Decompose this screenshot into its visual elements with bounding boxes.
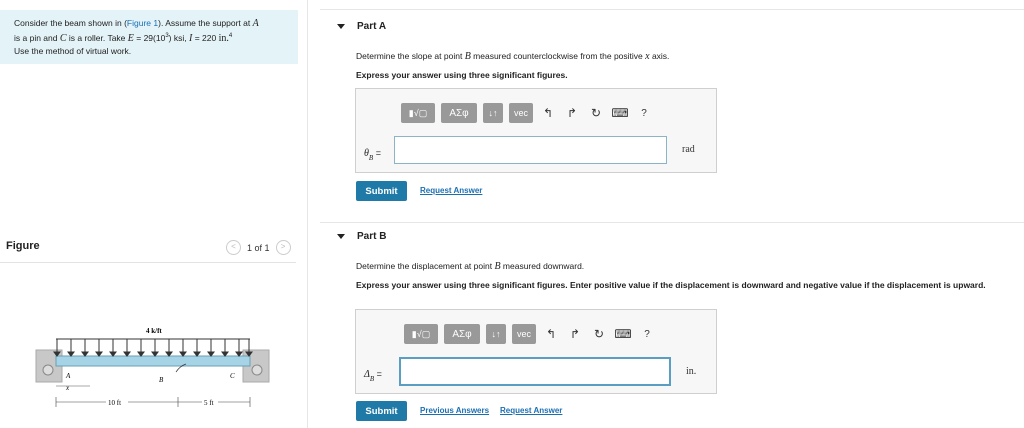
keyboard-icon[interactable]: ⌨ [614,327,632,341]
part-b-answer-input[interactable] [399,357,671,386]
roller-support-icon [252,365,262,375]
figure-pager [226,240,291,255]
part-b-variable: $\Delta_B$ = [364,369,382,384]
help-icon[interactable]: ? [644,328,650,340]
part-b-request-answer-link[interactable]: Request Answer [500,406,563,415]
point-c-label: C [230,372,235,380]
part-a-unit: rad [682,144,695,155]
beam-figure [30,320,275,415]
part-b-instruction: Express your answer using three significant figures. Enter positive value if the displacement is downward and negative value if the displacement is upward. [356,280,986,290]
next-figure-button[interactable]: > [276,240,291,255]
part-b-title: Part B [357,231,387,242]
undo-icon[interactable]: ↰ [542,106,554,120]
redo-icon[interactable]: ↱ [569,327,581,341]
load-arrows [54,339,252,356]
part-a-math-toolbar [401,103,653,123]
part-a-answer-input[interactable] [394,136,667,164]
load-label: 4 k/ft [146,327,162,335]
figure-divider [0,262,296,263]
collapse-caret-icon[interactable] [337,234,345,239]
part-a-answer-box [355,88,717,173]
point-b-label: B [159,376,164,384]
point-a-label: A [66,372,71,380]
part-a-instruction: Express your answer using three significant figures. [356,70,568,80]
redo-icon[interactable]: ↱ [566,106,578,120]
part-b-previous-answers-link[interactable]: Previous Answers [420,406,490,415]
problem-line-1: Consider the beam shown in (Figure 1). Assume the support at A [14,18,259,29]
part-b-header[interactable] [337,231,386,242]
arrows-button[interactable]: ↓↑ [486,324,506,344]
keyboard-icon[interactable]: ⌨ [611,106,629,120]
greek-symbols-button[interactable]: ΑΣφ [441,103,477,123]
arrows-button[interactable]: ↓↑ [483,103,503,123]
problem-line-2: is a pin and C is a roller. Take $E = 29(10^3)$ ksi, I = 220 in.$^4$ [14,32,233,44]
problem-line-3: Use the method of virtual work. [14,45,132,56]
part-a-top-divider [320,9,1024,10]
part-a-question: Determine the slope at point B measured counterclockwise from the positive x axis. [356,51,670,62]
collapse-caret-icon[interactable] [337,24,345,29]
part-b-math-toolbar [404,324,656,344]
problem-statement [0,10,298,64]
undo-icon[interactable]: ↰ [545,327,557,341]
dimension-5ft: 5 ft [204,399,214,407]
x-coord-label: x [66,384,70,392]
greek-symbols-button[interactable]: ΑΣφ [444,324,480,344]
reset-icon[interactable]: ↻ [590,106,602,120]
part-b-top-divider [320,222,1024,223]
figure-label: Figure [6,240,40,252]
part-b-unit: in. [686,366,697,377]
panel-divider [307,0,308,428]
help-icon[interactable]: ? [641,107,647,119]
prev-figure-button[interactable]: < [226,240,241,255]
part-a-submit-button[interactable]: Submit [356,181,407,201]
part-a-title: Part A [357,21,387,32]
templates-button[interactable]: ▮√▢ [401,103,435,123]
templates-button[interactable]: ▮√▢ [404,324,438,344]
part-a-request-answer-link[interactable]: Request Answer [420,186,483,195]
reset-icon[interactable]: ↻ [593,327,605,341]
part-b-answer-box [355,309,717,394]
part-a-header[interactable] [337,21,386,32]
beam [56,356,250,366]
dimension-10ft: 10 ft [108,399,122,407]
figure-link[interactable]: Figure 1 [126,18,159,28]
part-a-variable: $\theta_B$ = [364,148,381,163]
part-b-submit-button[interactable]: Submit [356,401,407,421]
vector-button[interactable]: vec [509,103,533,123]
pin-support-icon [43,365,53,375]
figure-page-count: 1 of 1 [247,242,270,253]
part-b-question: Determine the displacement at point B measured downward. [356,261,585,272]
vector-button[interactable]: vec [512,324,536,344]
